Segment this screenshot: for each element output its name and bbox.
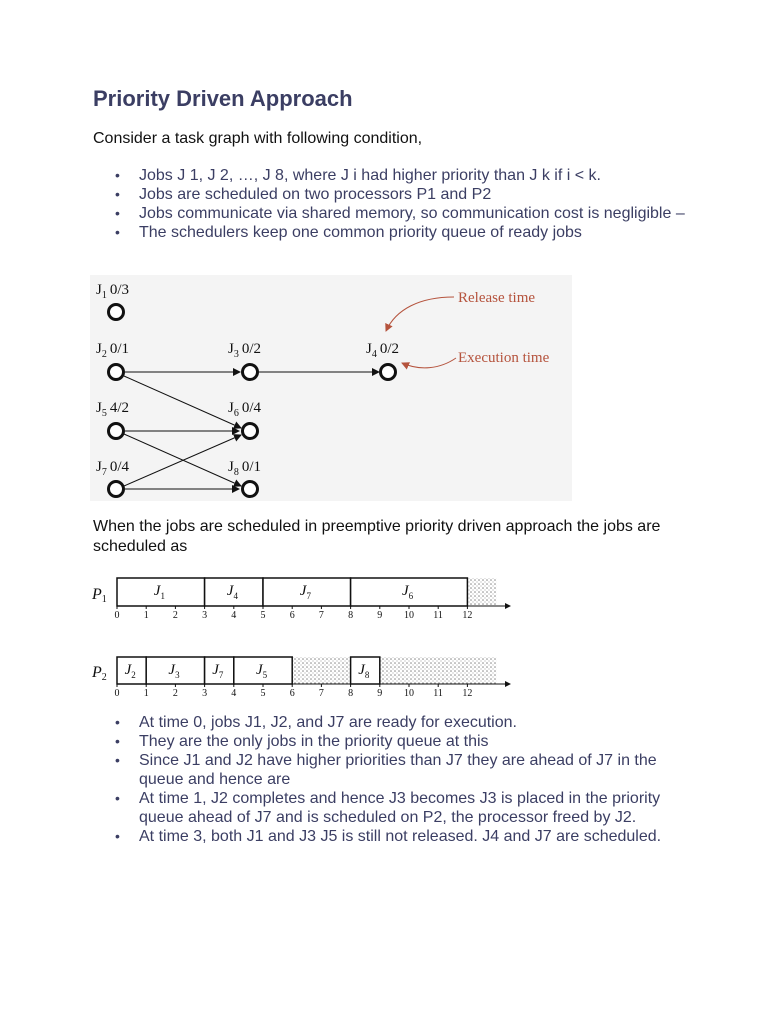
condition-list [115, 166, 685, 242]
job-label: $J_6$ [402, 583, 414, 601]
tick-label: 7 [318, 688, 324, 699]
list-item: • Since J1 and J2 have higher priorities than J7 they are ahead of J7 in the queue and hence are [115, 751, 685, 789]
tick-label: 12 [462, 688, 473, 699]
tick-label: 11 [433, 688, 443, 699]
intro-text: Consider a task graph with following condition, [93, 130, 423, 147]
node-j2 [109, 365, 124, 380]
tick-label: 1 [143, 688, 149, 699]
list-item: • Jobs are scheduled on two processors P1 and P2 [115, 185, 685, 204]
job-label: $J_7$ [299, 583, 311, 601]
node-label-j4: $J_4$ 0/2 [366, 341, 400, 360]
gantt-p2-ticks [115, 684, 473, 699]
node-label-j3: $J_3$ 0/2 [228, 341, 262, 360]
node-j1 [109, 305, 124, 320]
gantt-p1-ticks [115, 606, 473, 621]
tick-label: 0 [114, 688, 120, 699]
list-item: • The schedulers keep one common priority queue of ready jobs [115, 223, 685, 242]
job-label: $J_2$ [124, 662, 136, 680]
list-item: • Jobs J 1, J 2, …, J 8, where J i had higher priority than J k if i < k. [115, 166, 685, 185]
job-label: $J_4$ [226, 583, 238, 601]
tick-label: 11 [433, 610, 443, 621]
node-j5 [109, 424, 124, 439]
gantt-p1 [90, 575, 515, 625]
processor-label-p2: P2 [92, 664, 107, 683]
node-j7 [109, 482, 124, 497]
list-item: • Jobs communicate via shared memory, so communication cost is negligible – [115, 204, 685, 223]
job-label: $J_5$ [256, 662, 268, 680]
tick-label: 10 [404, 688, 414, 699]
execution-time-label: Execution time [458, 350, 550, 366]
node-j8 [243, 482, 258, 497]
job-label: $J_7$ [212, 662, 224, 680]
node-label-j6: $J_6$ 0/4 [228, 400, 262, 419]
job-label: $J_3$ [168, 662, 180, 680]
idle-interval [380, 657, 497, 684]
gantt-p2-blocks [117, 657, 497, 684]
tick-label: 10 [404, 610, 414, 621]
node-j4 [381, 365, 396, 380]
release-time-label: Release time [458, 290, 536, 306]
task-graph-figure [90, 275, 572, 501]
graph-background [90, 275, 572, 501]
tick-label: 2 [172, 610, 178, 621]
explanation-list [115, 713, 685, 846]
tick-label: 1 [143, 610, 149, 621]
gantt-p2 [90, 654, 515, 704]
idle-interval [292, 657, 350, 684]
tick-label: 5 [260, 610, 266, 621]
list-item: • At time 0, jobs J1, J2, and J7 are ready for execution. [115, 713, 685, 732]
tick-label: 3 [202, 688, 208, 699]
tick-label: 4 [231, 610, 237, 621]
node-label-j7: $J_7$ 0/4 [96, 459, 130, 478]
tick-label: 0 [114, 610, 120, 621]
node-label-j5: $J_5$ 4/2 [96, 400, 130, 419]
tick-label: 6 [289, 610, 295, 621]
list-item: • At time 3, both J1 and J3 J5 is still not released. J4 and J7 are scheduled. [115, 827, 685, 846]
tick-label: 6 [289, 688, 295, 699]
job-label: $J_8$ [358, 662, 370, 680]
tick-label: 7 [318, 610, 324, 621]
tick-label: 12 [462, 610, 473, 621]
tick-label: 8 [348, 610, 354, 621]
idle-interval [467, 578, 496, 606]
tick-label: 5 [260, 688, 266, 699]
tick-label: 3 [202, 610, 208, 621]
node-label-j8: $J_8$ 0/1 [228, 459, 262, 478]
job-label: $J_1$ [153, 583, 165, 601]
tick-label: 9 [377, 610, 383, 621]
list-item: • They are the only jobs in the priority queue at this [115, 732, 685, 751]
node-label-j1: $J_1$ 0/3 [96, 282, 130, 301]
list-item: • At time 1, J2 completes and hence J3 becomes J3 is placed in the priority queue ahead of J7 and is scheduled on P2, the processor freed by J2. [115, 789, 685, 827]
processor-label-p1: P1 [92, 586, 107, 605]
page-title: Priority Driven Approach [93, 86, 353, 111]
tick-label: 2 [172, 688, 178, 699]
node-j3 [243, 365, 258, 380]
gantt-p1-blocks [117, 578, 497, 606]
node-j6 [243, 424, 258, 439]
node-label-j2: $J_2$ 0/1 [96, 341, 130, 360]
tick-label: 9 [377, 688, 383, 699]
schedule-intro-text: When the jobs are scheduled in preemptive priority driven approach the jobs are scheduled as [93, 518, 661, 555]
tick-label: 4 [231, 688, 237, 699]
tick-label: 8 [348, 688, 354, 699]
